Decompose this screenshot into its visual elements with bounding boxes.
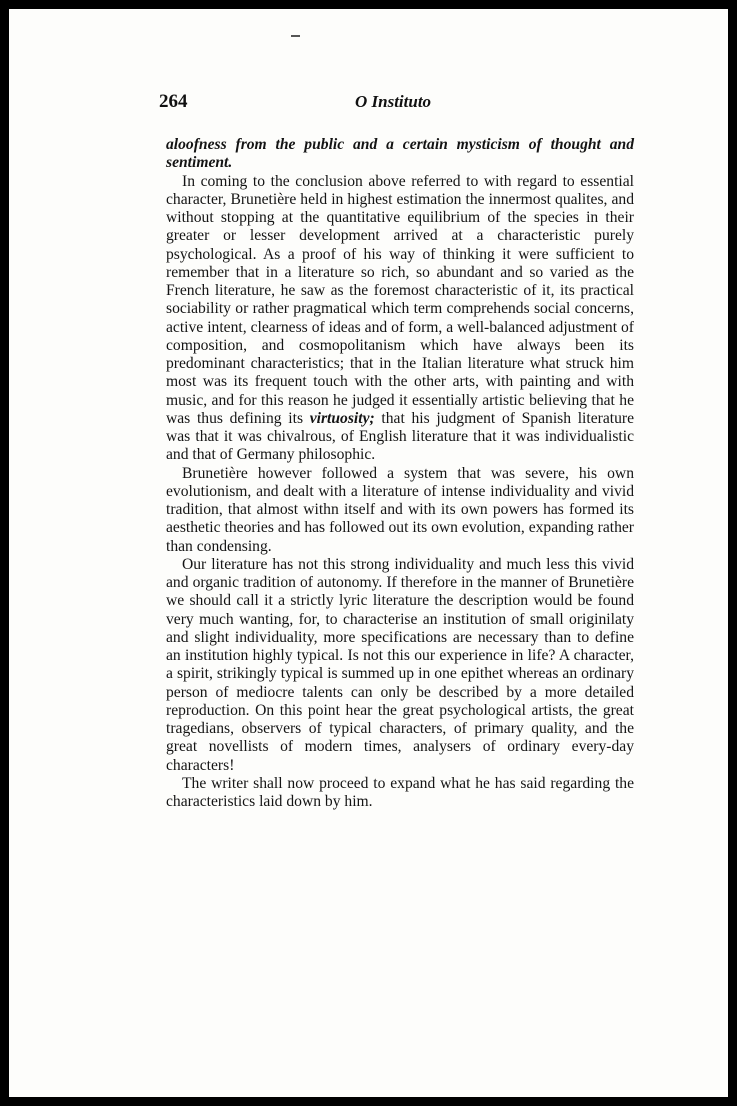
paragraph-text: In coming to the conclusion above referred to with regard to essential character, Brunetière held in highest estimation the innermost qualites, and without stopping at the quantitative equilibrium of the species in their greater or lesser development arrived at a characteristic purely psychological. As a proof of his way of thinking it were sufficient to remember that in a literature so rich, so abundant and so varied as the French literature, he saw as the foremost characteristic of it, its practical sociability or rather pragmatical which term comprehends social concerns, active intent, clearness of ideas and of form, a well-balanced adjustment of composition, and cosmopolitanism which have always been its predominant characteristics; that in the Italian literature what struck him most was its frequent touch with the other arts, with painting and with music, and for this reason he judged it essentially artistic believing that he was thus defining its <box>166 172 634 427</box>
running-title: O Instituto <box>355 92 432 111</box>
paragraph-evolutionism: Brunetière however followed a system that was severe, his own evolutionism, and dealt with a literature of intense individuality and vivid tradition, that almost withn itself and with its own powers has formed its aesthetic theories and has followed out its own evolution, expanding rather than condensing. <box>166 464 634 555</box>
paragraph-conclusion: The writer shall now proceed to expand what he has said regarding the characteristics laid down by him. <box>166 774 634 810</box>
paragraph-continuation: aloofness from the public and a certain mysticism of thought and sentiment. <box>166 136 634 172</box>
body-text <box>166 136 634 811</box>
paragraph-brunetiere-characteristics <box>166 173 634 465</box>
scan-mark <box>291 35 300 37</box>
paragraph-text: that his judgment of Spanish literature was that it was chivalrous, of English literature that it was individualistic and that of Germany philosophic. <box>166 409 634 464</box>
document-page <box>9 9 728 1097</box>
paragraph-our-literature: Our literature has not this strong individuality and much less this vivid and organic tradition of autonomy. If therefore in the manner of Brunetière we should call it a strictly lyric literature the description would be found very much wanting, for, to characterise an institution of small originilaty and slight individuality, more specifications are necessary than to define an institution highly typical. Is not this our experience in life? A character, a spirit, strikingly typical is summed up in one epithet whereas an ordinary person of mediocre talents can only be described by a more detailed reproduction. On this point hear the great psychological artists, the great tragedians, observers of typical characters, of primary quality, and the great novellists of modern times, analysers of ordinary every-day characters! <box>166 555 634 774</box>
page-header <box>159 91 639 117</box>
emphasis-virtuosity: virtuosity; <box>309 409 375 427</box>
page-number: 264 <box>159 91 188 112</box>
